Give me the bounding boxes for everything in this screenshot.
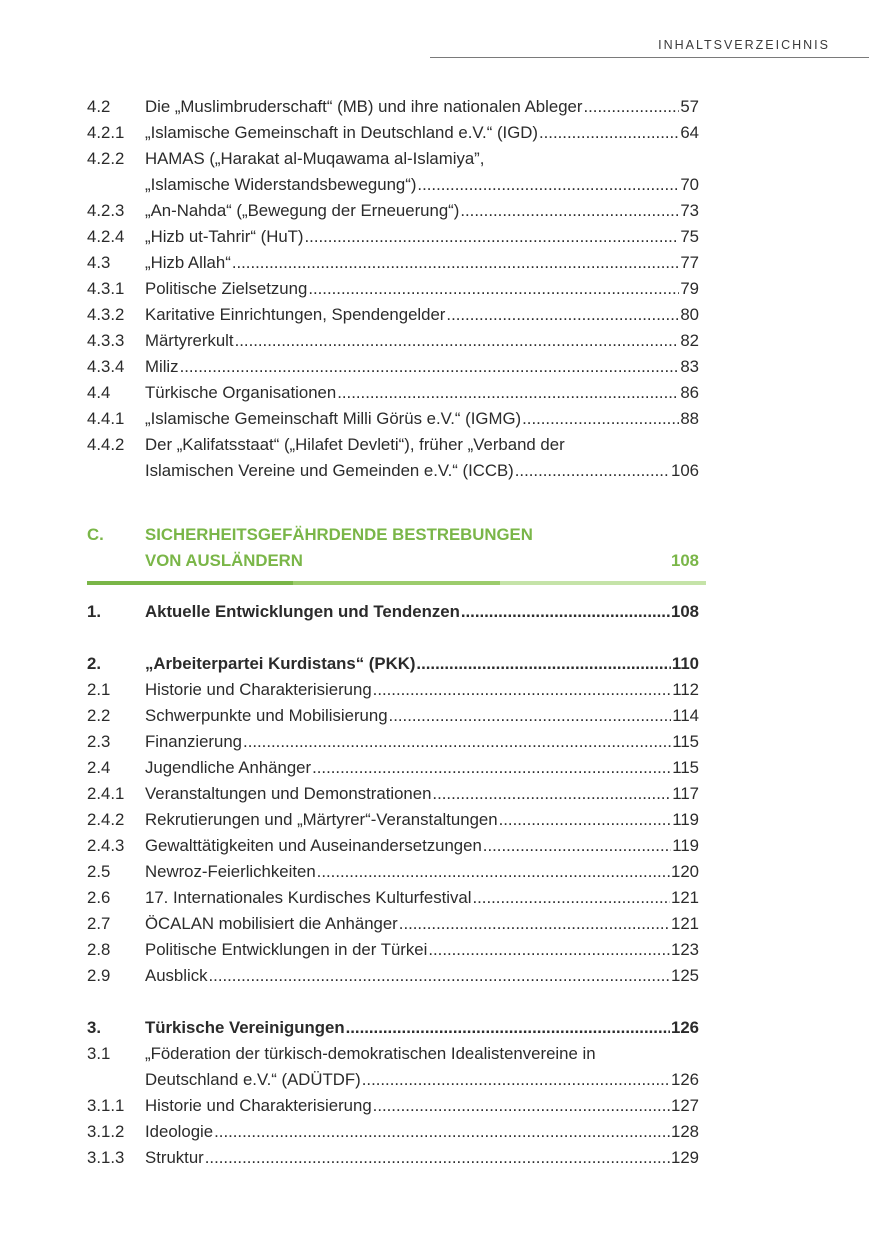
toc-entry-number: 2.8 bbox=[87, 940, 111, 959]
toc-entry-number: 2.7 bbox=[87, 914, 111, 933]
toc-entry-title: „Arbeiterpartei Kurdistans“ (PKK) bbox=[145, 654, 416, 673]
toc-entry-number: 2.9 bbox=[87, 966, 111, 985]
toc-entry-title: Finanzierung bbox=[145, 732, 243, 751]
toc-entry[interactable] bbox=[87, 146, 699, 172]
toc-entry-page: 80 bbox=[680, 305, 699, 324]
toc-entry-page: 128 bbox=[671, 1122, 699, 1141]
toc-entry-number: 4.4.1 bbox=[87, 409, 125, 428]
toc-entry-title: „Hizb Allah“ bbox=[145, 253, 231, 272]
toc-entry[interactable] bbox=[87, 755, 699, 781]
toc-entry[interactable] bbox=[87, 276, 699, 302]
toc-entry-title: Türkische Vereinigungen bbox=[145, 1018, 345, 1037]
toc-entry[interactable] bbox=[87, 250, 699, 276]
toc-entry[interactable] bbox=[87, 198, 699, 224]
toc-entry-page: 121 bbox=[671, 888, 699, 907]
toc-entry-title: Die „Muslimbruderschaft“ (MB) und ihre nationalen Ableger bbox=[145, 97, 583, 116]
toc-entry-number: 2.1 bbox=[87, 680, 111, 699]
toc-entry-number: 2.4 bbox=[87, 758, 111, 777]
section-number: C. bbox=[87, 525, 104, 544]
toc-entry-number: 3.1.3 bbox=[87, 1148, 125, 1167]
toc-entry-number: 4.4.2 bbox=[87, 435, 125, 454]
toc-entry-title-cont: Deutschland e.V.“ (ADÜTDF) bbox=[145, 1070, 361, 1089]
toc-entry[interactable] bbox=[87, 781, 699, 807]
toc-entry-title-cont: Islamischen Vereine und Gemeinden e.V.“ (ICCB) bbox=[145, 461, 514, 480]
toc-entry-page: 86 bbox=[680, 383, 699, 402]
toc-entry-number: 4.2.2 bbox=[87, 149, 125, 168]
running-header-title: INHALTSVERZEICHNIS bbox=[658, 38, 830, 52]
toc-entry-page: 88 bbox=[680, 409, 699, 428]
toc-entry[interactable] bbox=[87, 703, 699, 729]
toc-entry-title: ÖCALAN mobilisiert die Anhänger bbox=[145, 914, 398, 933]
toc-entry-page: 114 bbox=[672, 706, 699, 725]
toc-entry-title: „Islamische Gemeinschaft in Deutschland e.V.“ (IGD) bbox=[145, 123, 538, 142]
toc-entry[interactable] bbox=[87, 1093, 699, 1119]
toc-entry-page: 115 bbox=[672, 758, 699, 777]
toc-entry-number: 4.2.4 bbox=[87, 227, 125, 246]
toc-entry-title: Märtyrerkult bbox=[145, 331, 234, 350]
toc-entry-number: 2.4.3 bbox=[87, 836, 125, 855]
toc-entry-page: 129 bbox=[671, 1148, 699, 1167]
toc-entry-continuation[interactable] bbox=[87, 458, 699, 484]
toc-entry[interactable] bbox=[87, 833, 699, 859]
toc-entry-title: Gewalttätigkeiten und Auseinandersetzungen bbox=[145, 836, 482, 855]
toc-entry-title: Newroz-Feierlichkeiten bbox=[145, 862, 316, 881]
toc-entry-page: 126 bbox=[671, 1018, 699, 1037]
toc-entry-continuation[interactable] bbox=[87, 172, 699, 198]
toc-entry-title: Karitative Einrichtungen, Spendengelder bbox=[145, 305, 446, 324]
toc-entry-number: 2.4.2 bbox=[87, 810, 125, 829]
toc-entry-page: 120 bbox=[671, 862, 699, 881]
toc-entry-title: Historie und Charakterisierung bbox=[145, 1096, 372, 1115]
toc-entry-number: 3. bbox=[87, 1018, 101, 1037]
section-bar-segment bbox=[87, 581, 293, 585]
toc-entry[interactable] bbox=[87, 354, 699, 380]
toc-entry-title: HAMAS („Harakat al-Muqawama al-Islamiya”, bbox=[145, 149, 485, 168]
toc-entry[interactable] bbox=[87, 1119, 699, 1145]
toc-entry[interactable] bbox=[87, 911, 699, 937]
toc-entry-title: „Islamische Gemeinschaft Milli Görüs e.V.“ (IGMG) bbox=[145, 409, 522, 428]
toc-entry-page: 126 bbox=[671, 1070, 699, 1089]
toc-entry-page: 77 bbox=[680, 253, 699, 272]
toc-entry-number: 1. bbox=[87, 602, 101, 621]
toc-entry-title: „An-Nahda“ („Bewegung der Erneuerung“) bbox=[145, 201, 460, 220]
toc-entry-title: Politische Entwicklungen in der Türkei bbox=[145, 940, 428, 959]
toc-entry-title: Rekrutierungen und „Märtyrer“-Veranstaltungen bbox=[145, 810, 498, 829]
toc-entry-number: 4.3.3 bbox=[87, 331, 125, 350]
toc-entry-number: 4.4 bbox=[87, 383, 111, 402]
toc-entry-page: 127 bbox=[671, 1096, 699, 1115]
toc-entry-number: 4.3 bbox=[87, 253, 111, 272]
toc-entry-page: 82 bbox=[680, 331, 699, 350]
toc-entry-title: Struktur bbox=[145, 1148, 204, 1167]
toc-entry-number: 4.2.1 bbox=[87, 123, 125, 142]
table-of-contents bbox=[87, 94, 699, 1171]
toc-entry-number: 2. bbox=[87, 654, 101, 673]
toc-entry-title: Ausblick bbox=[145, 966, 208, 985]
toc-entry-title: Aktuelle Entwicklungen und Tendenzen bbox=[145, 602, 460, 621]
toc-entry[interactable] bbox=[87, 120, 699, 146]
toc-entry-number: 3.1.1 bbox=[87, 1096, 125, 1115]
toc-entry-page: 119 bbox=[672, 836, 699, 855]
toc-entry-number: 3.1.2 bbox=[87, 1122, 125, 1141]
toc-entry-number: 2.5 bbox=[87, 862, 111, 881]
toc-entry-title: Politische Zielsetzung bbox=[145, 279, 308, 298]
section-bar-segment bbox=[500, 581, 706, 585]
toc-entry-page: 83 bbox=[680, 357, 699, 376]
section-bar-segment bbox=[293, 581, 499, 585]
toc-entry-title: Ideologie bbox=[145, 1122, 214, 1141]
header-rule bbox=[430, 57, 869, 58]
toc-entry-number: 2.6 bbox=[87, 888, 111, 907]
toc-entry-page: 73 bbox=[680, 201, 699, 220]
toc-entry-page: 108 bbox=[671, 602, 699, 621]
toc-entry-page: 115 bbox=[672, 732, 699, 751]
toc-entry[interactable] bbox=[87, 963, 699, 989]
toc-entry[interactable] bbox=[87, 432, 699, 458]
toc-entry[interactable] bbox=[87, 729, 699, 755]
toc-entry[interactable] bbox=[87, 1015, 699, 1041]
section-page: 108 bbox=[671, 551, 699, 570]
toc-entry-page: 106 bbox=[671, 461, 699, 480]
toc-group-pkk bbox=[87, 651, 699, 989]
toc-entry-page: 64 bbox=[680, 123, 699, 142]
toc-entry-page: 57 bbox=[680, 97, 699, 116]
toc-entry-page: 121 bbox=[671, 914, 699, 933]
section-title-line2: VON AUSLÄNDERN bbox=[145, 551, 303, 570]
toc-entry-page: 123 bbox=[671, 940, 699, 959]
toc-entry-title: Der „Kalifatsstaat“ („Hilafet Devleti“), früher „Verband der bbox=[145, 435, 565, 454]
toc-entry[interactable] bbox=[87, 302, 699, 328]
toc-entry-page: 125 bbox=[671, 966, 699, 985]
toc-entry-number: 4.3.1 bbox=[87, 279, 125, 298]
toc-entry-chapter-1[interactable] bbox=[87, 599, 699, 625]
toc-entry-title: Schwerpunkte und Mobilisierung bbox=[145, 706, 388, 725]
toc-entry-page: 75 bbox=[680, 227, 699, 246]
toc-entry[interactable] bbox=[87, 380, 699, 406]
toc-entry-page: 119 bbox=[672, 810, 699, 829]
toc-entry[interactable] bbox=[87, 1145, 699, 1171]
toc-entry[interactable] bbox=[87, 406, 699, 432]
toc-entry-number: 4.2 bbox=[87, 97, 111, 116]
toc-entry[interactable] bbox=[87, 937, 699, 963]
toc-entry-page: 112 bbox=[672, 680, 699, 699]
toc-entry[interactable] bbox=[87, 677, 699, 703]
toc-entry-title: 17. Internationales Kurdisches Kulturfestival bbox=[145, 888, 472, 907]
toc-entry-title: Miliz bbox=[145, 357, 179, 376]
toc-entry-continuation[interactable] bbox=[87, 1067, 699, 1093]
toc-entry-title-cont: „Islamische Widerstandsbewegung“) bbox=[145, 175, 417, 194]
toc-entry-number: 4.3.4 bbox=[87, 357, 125, 376]
toc-entry-page: 110 bbox=[671, 654, 699, 673]
section-divider-bar bbox=[87, 581, 706, 585]
section-heading bbox=[87, 522, 699, 574]
toc-entry-title: Historie und Charakterisierung bbox=[145, 680, 372, 699]
toc-entry-number: 4.2.3 bbox=[87, 201, 125, 220]
toc-entry-page: 70 bbox=[680, 175, 699, 194]
toc-entry-page: 79 bbox=[680, 279, 699, 298]
toc-entry-number: 3.1 bbox=[87, 1044, 111, 1063]
toc-entry[interactable] bbox=[87, 651, 699, 677]
toc-entry-number: 2.4.1 bbox=[87, 784, 125, 803]
toc-entry[interactable] bbox=[87, 885, 699, 911]
toc-entry[interactable] bbox=[87, 94, 699, 120]
toc-entry[interactable] bbox=[87, 807, 699, 833]
toc-group-turkish bbox=[87, 1015, 699, 1171]
toc-entry-title: Türkische Organisationen bbox=[145, 383, 337, 402]
toc-entry-page: 117 bbox=[672, 784, 699, 803]
section-title-line1: SICHERHEITSGEFÄHRDENDE BESTREBUNGEN bbox=[145, 525, 533, 544]
toc-entry-title: Jugendliche Anhänger bbox=[145, 758, 312, 777]
toc-entry[interactable] bbox=[87, 328, 699, 354]
toc-entry-title: „Föderation der türkisch-demokratischen Idealistenvereine in bbox=[145, 1044, 596, 1063]
toc-group-islamism bbox=[87, 94, 699, 484]
toc-entry[interactable] bbox=[87, 224, 699, 250]
toc-entry-number: 2.2 bbox=[87, 706, 111, 725]
toc-entry[interactable] bbox=[87, 859, 699, 885]
toc-entry-title: „Hizb ut-Tahrir“ (HuT) bbox=[145, 227, 304, 246]
toc-entry[interactable] bbox=[87, 1041, 699, 1067]
toc-entry-number: 2.3 bbox=[87, 732, 111, 751]
toc-entry-number: 4.3.2 bbox=[87, 305, 125, 324]
toc-entry-title: Veranstaltungen und Demonstrationen bbox=[145, 784, 432, 803]
